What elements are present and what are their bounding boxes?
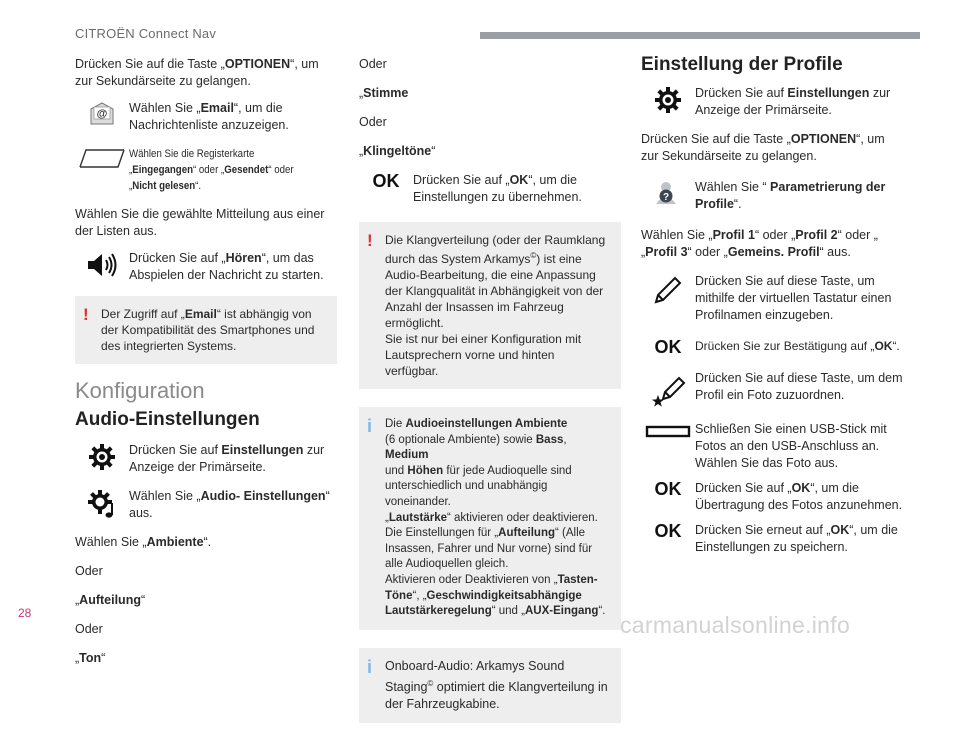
settings-row: Drücken Sie auf Einstellungen zur Anzeige der Primärseite.: [75, 442, 337, 476]
column-middle: [359, 56, 621, 741]
options-paragraph: Drücken Sie auf die Taste „OPTIONEN“, um zur Sekundärseite zu gelangen.: [641, 132, 885, 163]
svg-text:@: @: [96, 108, 108, 120]
photo-row: Drücken Sie auf diese Taste, um dem Profil ein Foto zuzuordnen.: [641, 370, 903, 407]
page-number: 28: [18, 606, 32, 620]
watermark: carmanualsonline.info: [620, 612, 851, 638]
warning-icon: !: [83, 305, 89, 324]
ok-save-row: OK Drücken Sie erneut auf „OK“, um die Einstellungen zu speichern.: [641, 522, 903, 556]
email-row: @ Wählen Sie „Email“, um die Nachrichtenliste anzuzeigen.: [75, 100, 337, 134]
usb-slot-icon: [641, 421, 695, 442]
oder-text: Oder: [359, 57, 387, 71]
ok-confirm-row: OK Drücken Sie zur Bestätigung auf „OK“.: [641, 338, 903, 356]
info-icon: i: [367, 656, 373, 677]
ok-transfer-row: OK Drücken Sie auf „OK“, um die Übertragung des Fotos anzunehmen.: [641, 480, 903, 514]
ok-row: OK Drücken Sie auf „OK“, um die Einstellungen zu übernehmen.: [359, 172, 621, 206]
audio-settings-row: Wählen Sie „Audio- Einstellungen“ aus.: [75, 488, 337, 522]
heading-audio-settings: Audio-Einstellungen: [75, 409, 260, 430]
email-icon: [75, 100, 129, 127]
svg-text:?: ?: [662, 192, 670, 203]
column-right: [641, 56, 903, 568]
info-icon: i: [367, 416, 373, 436]
stimme-text: „Stimme: [359, 86, 409, 100]
gear-icon: [641, 85, 695, 114]
info-note-onboard-audio: i Onboard-Audio: Arkamys Sound Staging© optimiert die Klangverteilung in der Fahrzeugkabine.: [359, 648, 621, 723]
select-message-paragraph: Wählen Sie die gewählte Mitteilung aus einer der Listen aus.: [75, 207, 325, 238]
header-rule: [480, 32, 920, 39]
warning-icon: !: [367, 231, 373, 250]
pencil-icon: [641, 273, 695, 306]
warning-note-arkamys: ! Die Klangverteilung (oder der Raumklang durch das System Arkamys©) ist eine Audio-Bearbeitung, die eine Anpassung der Klangqualität in Abhängigkeit von der Anzahl der Insassen im Fahrzeug ermöglicht. Sie ist nur bei einer Konfiguration mit Lautsprechern vorne und hinten verfügbar.: [359, 222, 621, 389]
tab-row: Wählen Sie die Registerkarte „Eingegangen“ oder „Gesendet“ oder „Nicht gelesen“.: [75, 146, 337, 194]
header-title: CITROËN Connect Nav: [75, 26, 217, 41]
oder-text: Oder: [75, 622, 103, 636]
gear-icon: [75, 442, 129, 471]
aufteilung-text: „Aufteilung“: [75, 593, 146, 607]
gear-note-icon: [75, 488, 129, 519]
settings-row: Drücken Sie auf Einstellungen zur Anzeige der Primärseite.: [641, 85, 903, 119]
profile-help-icon: [641, 179, 695, 206]
options-paragraph: Drücken Sie auf die Taste „OPTIONEN“, um zur Sekundärseite zu gelangen.: [75, 57, 319, 88]
warning-note-email: ! Der Zugriff auf „Email“ ist abhängig von der Kompatibilität des Smartphones und des integrierten Systems.: [75, 296, 337, 364]
ambiente-paragraph: Wählen Sie „Ambiente“.: [75, 535, 212, 549]
speaker-icon: [75, 250, 129, 279]
ok-icon: OK: [372, 171, 400, 191]
edit-name-row: Drücken Sie auf diese Taste, um mithilfe der virtuellen Tastatur einen Profilnamen einzugeben.: [641, 273, 903, 324]
ton-text: „Ton“: [75, 651, 106, 665]
ok-icon: OK: [654, 521, 682, 541]
hoeren-row: Drücken Sie auf „Hören“, um das Abspielen der Nachricht zu starten.: [75, 250, 337, 284]
klingeltoene-text: „Klingeltöne“: [359, 144, 436, 158]
heading-profile-settings: Einstellung der Profile: [641, 54, 843, 75]
section-title: Konfiguration: [75, 378, 205, 403]
oder-text: Oder: [75, 564, 103, 578]
oder-text: Oder: [359, 115, 387, 129]
info-note-ambiente: i Die Audioeinstellungen Ambiente (6 optionale Ambiente) sowie Bass, Medium und Höhen für jede Audioquelle sind unterschiedlich und unabhängig voneinander. „Lautstärke“ aktivieren oder deaktivieren. Die Einstellungen für „Aufteilung“ (Alle Insassen, Fahrer und Nur vorne) sind für alle Audioquellen gleich. Aktivieren oder Deaktivieren von „Tasten-Töne“, „Geschwindigkeitsabhängige Lautstärkeregelung“ und „AUX-Eingang“.: [359, 407, 621, 630]
column-left: [75, 56, 337, 679]
tab-icon: [75, 146, 129, 169]
ok-icon: OK: [654, 479, 682, 499]
profile-select-paragraph: Wählen Sie „Profil 1“ oder „Profil 2“ oder „ „Profil 3“ oder „Gemeins. Profil“ aus.: [641, 228, 878, 259]
usb-row: Schließen Sie einen USB-Stick mit Fotos an den USB-Anschluss an. Wählen Sie das Foto aus.: [641, 421, 903, 472]
ok-icon: OK: [654, 337, 682, 357]
pencil-star-icon: [641, 370, 695, 407]
profile-params-row: ? Wählen Sie “ Parametrierung der Profile“.: [641, 179, 903, 213]
